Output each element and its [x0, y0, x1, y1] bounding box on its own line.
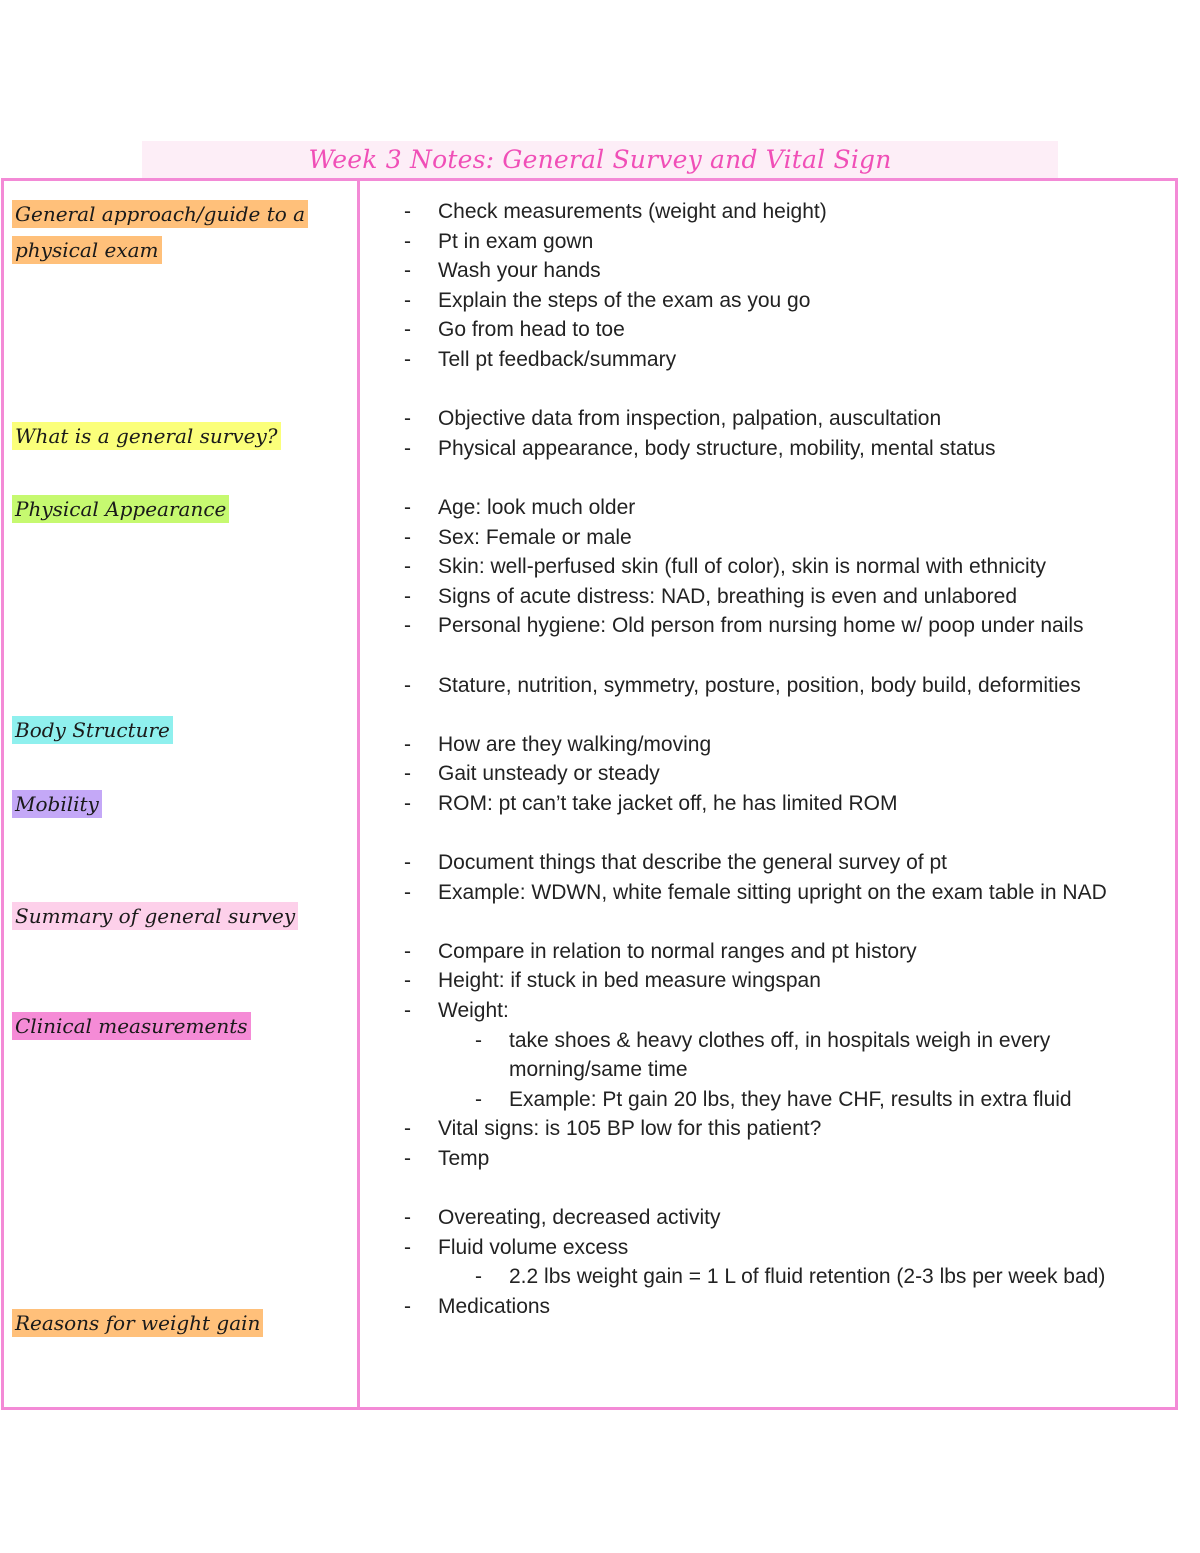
title-banner [142, 141, 1058, 178]
bullet-dash: - [404, 762, 411, 786]
bullet-item [404, 759, 1174, 789]
bullet-item [404, 582, 1174, 612]
bullet-text: Fluid volume excess [438, 1235, 629, 1259]
bullet-item [404, 345, 1174, 375]
bullet-item [404, 611, 1174, 641]
bullet-text: Gait unsteady or steady [438, 762, 660, 786]
section-label-text: General approach/guide to a physical exam [12, 200, 308, 264]
blank-line [404, 818, 1174, 848]
bullet-item [404, 523, 1174, 553]
section-label-text: Summary of general survey [12, 902, 298, 930]
bullet-dash: - [404, 229, 411, 253]
sub-bullet-item [404, 1085, 1174, 1115]
section-label-clinical-measurements [10, 1008, 254, 1044]
bullet-item [404, 730, 1174, 760]
bullet-item [404, 286, 1174, 316]
bullet-item [404, 227, 1174, 257]
bullet-dash: - [404, 347, 411, 371]
bullet-text: Pt in exam gown [438, 229, 594, 253]
section-label-physical-appearance [10, 491, 232, 527]
bullet-dash: - [404, 969, 411, 993]
bullet-text: How are they walking/moving [438, 732, 712, 756]
blank-line [404, 700, 1174, 730]
bullet-text: Document things that describe the general survey of pt [438, 851, 947, 875]
bullet-text: Temp [438, 1147, 490, 1170]
bullet-dash: - [404, 525, 411, 549]
bullet-text: Skin: well-perfused skin (full of color), skin is normal with ethnicity [438, 555, 1047, 579]
bullet-dash: - [404, 1206, 411, 1230]
bullet-item [404, 789, 1174, 819]
bullet-item [404, 552, 1174, 582]
bullet-text: Example: WDWN, white female sitting upright on the exam table in NAD [438, 880, 1107, 904]
bullet-text: Tell pt feedback/summary [438, 347, 677, 371]
bullet-text: Height: if stuck in bed measure wingspan [438, 969, 821, 993]
section-label-text: Body Structure [12, 716, 173, 744]
bullet-text: Medications [438, 1294, 551, 1318]
bullet-text: Stature, nutrition, symmetry, posture, position, body build, deformities [438, 673, 1081, 697]
bullet-dash: - [404, 1294, 411, 1318]
bullet-dash: - [404, 939, 411, 963]
bullet-text: Example: Pt gain 20 lbs, they have CHF, results in extra fluid [509, 1087, 1072, 1111]
bullet-item [404, 937, 1174, 967]
bullet-dash: - [404, 614, 411, 638]
section-label-general-survey [10, 418, 284, 454]
bullet-dash: - [475, 1087, 482, 1111]
section-label-text: Reasons for weight gain [12, 1309, 263, 1337]
bullet-text: Wash your hands [438, 259, 601, 283]
section-label-weight-gain [10, 1305, 266, 1341]
bullet-dash: - [404, 584, 411, 608]
bullet-dash: - [404, 851, 411, 875]
notes-table [1, 178, 1178, 1410]
bullet-item [404, 434, 1174, 464]
bullet-text: Sex: Female or male [438, 525, 632, 549]
bullet-item [404, 404, 1174, 434]
bullet-dash: - [404, 791, 411, 815]
bullet-dash: - [404, 880, 411, 904]
notes-list [404, 197, 1174, 1322]
bullet-dash: - [404, 200, 411, 223]
bullet-item [404, 256, 1174, 286]
blank-line [404, 1174, 1174, 1204]
bullet-item [404, 878, 1174, 908]
sub-bullet-item [404, 1262, 1174, 1292]
bullet-dash: - [404, 318, 411, 342]
bullet-dash: - [404, 999, 411, 1023]
bullet-text: Vital signs: is 105 BP low for this patient? [438, 1117, 822, 1141]
bullet-dash: - [404, 407, 411, 431]
column-divider [357, 181, 360, 1407]
blank-line [404, 641, 1174, 671]
bullet-text: Go from head to toe [438, 318, 625, 342]
sub-bullet-item [404, 1026, 1174, 1085]
bullet-dash: - [404, 259, 411, 283]
section-label-body-structure [10, 712, 176, 748]
bullet-item [404, 1292, 1174, 1322]
blank-line [404, 907, 1174, 937]
section-label-text: Clinical measurements [12, 1012, 251, 1040]
section-label-mobility [10, 786, 105, 822]
page-title: Week 3 Notes: General Survey and Vital Sign [308, 145, 892, 174]
bullet-item [404, 1144, 1174, 1174]
bullet-text: Compare in relation to normal ranges and pt history [438, 939, 917, 963]
bullet-dash: - [404, 555, 411, 579]
bullet-text: Check measurements (weight and height) [438, 200, 827, 223]
bullet-item [404, 315, 1174, 345]
section-label-summary [10, 898, 301, 934]
bullet-dash: - [475, 1028, 482, 1052]
bullet-text: ROM: pt can’t take jacket off, he has limited ROM [438, 791, 898, 815]
bullet-item [404, 493, 1174, 523]
bullet-dash: - [404, 1147, 411, 1170]
bullet-dash: - [404, 436, 411, 460]
bullet-item [404, 848, 1174, 878]
section-label-text: Physical Appearance [12, 495, 229, 523]
section-label-text: Mobility [12, 790, 102, 818]
bullet-text: take shoes & heavy clothes off, in hospitals weigh in every morning/same time [509, 1028, 1051, 1082]
blank-line [404, 375, 1174, 405]
bullet-dash: - [475, 1265, 482, 1289]
section-label-general-approach [10, 196, 315, 268]
bullet-text: Explain the steps of the exam as you go [438, 288, 811, 312]
bullet-text: Signs of acute distress: NAD, breathing is even and unlabored [438, 584, 1018, 608]
bullet-item [404, 197, 1174, 227]
bullet-dash: - [404, 1235, 411, 1259]
blank-line [404, 463, 1174, 493]
bullet-dash: - [404, 732, 411, 756]
bullet-dash: - [404, 288, 411, 312]
bullet-item [404, 1233, 1174, 1263]
bullet-text: Personal hygiene: Old person from nursing home w/ poop under nails [438, 614, 1084, 638]
bullet-text: Physical appearance, body structure, mobility, mental status [438, 436, 996, 460]
bullet-text: Age: look much older [438, 495, 636, 519]
bullet-dash: - [404, 495, 411, 519]
bullet-dash: - [404, 673, 411, 697]
section-label-text: What is a general survey? [12, 422, 281, 450]
bullet-item [404, 996, 1174, 1026]
bullet-text: 2.2 lbs weight gain = 1 L of fluid retention (2-3 lbs per week bad) [509, 1265, 1106, 1289]
bullet-dash: - [404, 1117, 411, 1141]
bullet-text: Weight: [438, 999, 509, 1023]
bullet-text: Objective data from inspection, palpation, auscultation [438, 407, 942, 431]
bullet-item [404, 966, 1174, 996]
bullet-item [404, 1203, 1174, 1233]
bullet-text: Overeating, decreased activity [438, 1206, 721, 1230]
bullet-item [404, 671, 1174, 701]
bullet-item [404, 1114, 1174, 1144]
